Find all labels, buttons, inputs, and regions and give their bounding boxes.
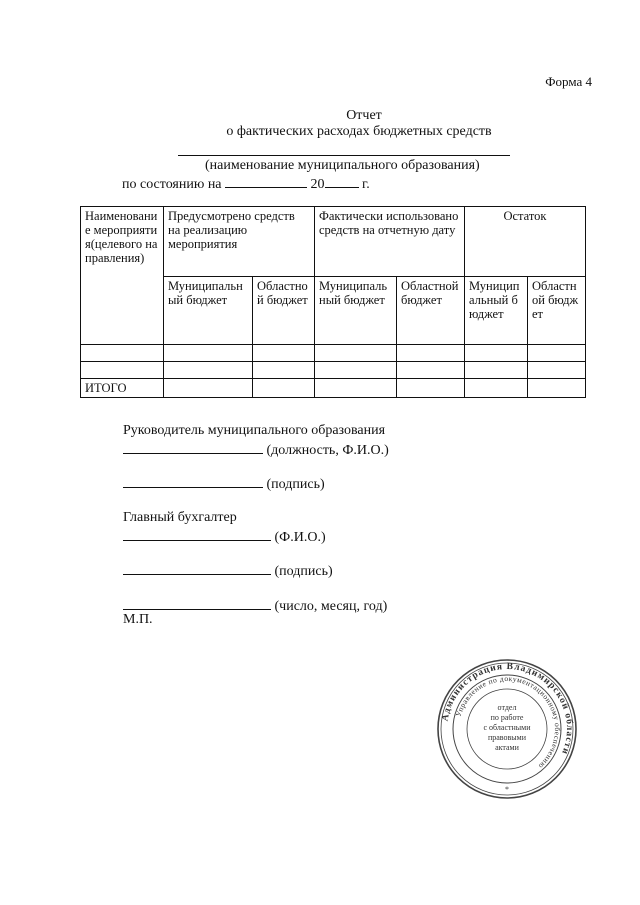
stamp-outer-text: Администрация Владимирской области: [440, 661, 575, 757]
date-blank: [225, 175, 307, 188]
accountant-signature-blank: [123, 562, 271, 575]
head-position-caption: (должность, Ф.И.О.): [266, 443, 389, 458]
accountant-fio-caption: (Ф.И.О.): [274, 530, 326, 545]
total-label: ИТОГО: [81, 379, 164, 398]
subheader-remainder-municipal: Муниципальный бюджет: [465, 277, 528, 345]
accountant-fio-blank: [123, 528, 271, 541]
form-number: Форма 4: [545, 74, 592, 89]
seal-place: М.П.: [123, 612, 153, 627]
stamp-line-5: актами: [495, 743, 519, 752]
official-stamp: [436, 658, 578, 800]
stamp-line-2: по работе: [490, 713, 524, 722]
stamp-line-1: отдел: [497, 703, 517, 712]
date-signature-blank: [123, 597, 271, 610]
stamp-ring-text: Управление по документационному обеспечению: [453, 673, 563, 771]
stamp-seal-icon: [436, 658, 578, 800]
head-position-line: [123, 441, 389, 459]
accountant-signature-line: [123, 562, 333, 580]
municipality-name-caption: (наименование муниципального образования): [205, 158, 480, 173]
head-position-blank: [123, 441, 263, 454]
table-row: [81, 345, 586, 362]
date-signature-line: [123, 597, 387, 615]
year-prefix: 20: [310, 177, 325, 192]
head-title: Руководитель муниципального образования: [123, 423, 386, 438]
accountant-fio-line: [123, 528, 326, 546]
head-signature-caption: (подпись): [266, 477, 325, 492]
subheader-planned-regional: Областной бюджет: [253, 277, 315, 345]
year-blank: [325, 175, 359, 188]
head-signature-line: [123, 475, 325, 493]
accountant-signature-caption: (подпись): [274, 564, 333, 579]
stamp-line-3: с областными: [483, 723, 531, 732]
date-prefix: по состоянию на: [122, 177, 222, 192]
header-planned: Предусмотрено средств на реализацию мероприятия: [164, 207, 315, 277]
municipality-name-line: [178, 155, 510, 156]
subheader-actual-municipal: Муниципальный бюджет: [315, 277, 397, 345]
subheader-remainder-regional: Областной бюджет: [528, 277, 586, 345]
subheader-planned-municipal: Муниципальный бюджет: [164, 277, 253, 345]
stamp-line-4: правовыми: [487, 733, 527, 742]
head-signature-blank: [123, 475, 263, 488]
header-actual: Фактически использовано средств на отчетную дату: [315, 207, 465, 277]
stamp-star-icon: *: [505, 785, 509, 794]
table-total-row: [81, 379, 586, 398]
header-name: Наименование мероприятия(целевого направления): [81, 207, 164, 345]
report-title: Отчет: [346, 108, 382, 123]
year-suffix: г.: [362, 177, 370, 192]
header-remainder: Остаток: [465, 207, 586, 277]
date-line: [122, 175, 370, 193]
table-header-row: [81, 207, 586, 277]
report-table: [80, 206, 586, 398]
report-subtitle: о фактических расходах бюджетных средств: [226, 124, 492, 139]
date-signature-caption: (число, месяц, год): [274, 599, 388, 614]
accountant-title: Главный бухгалтер: [123, 510, 237, 525]
table-row: [81, 362, 586, 379]
subheader-actual-regional: Областной бюджет: [397, 277, 465, 345]
